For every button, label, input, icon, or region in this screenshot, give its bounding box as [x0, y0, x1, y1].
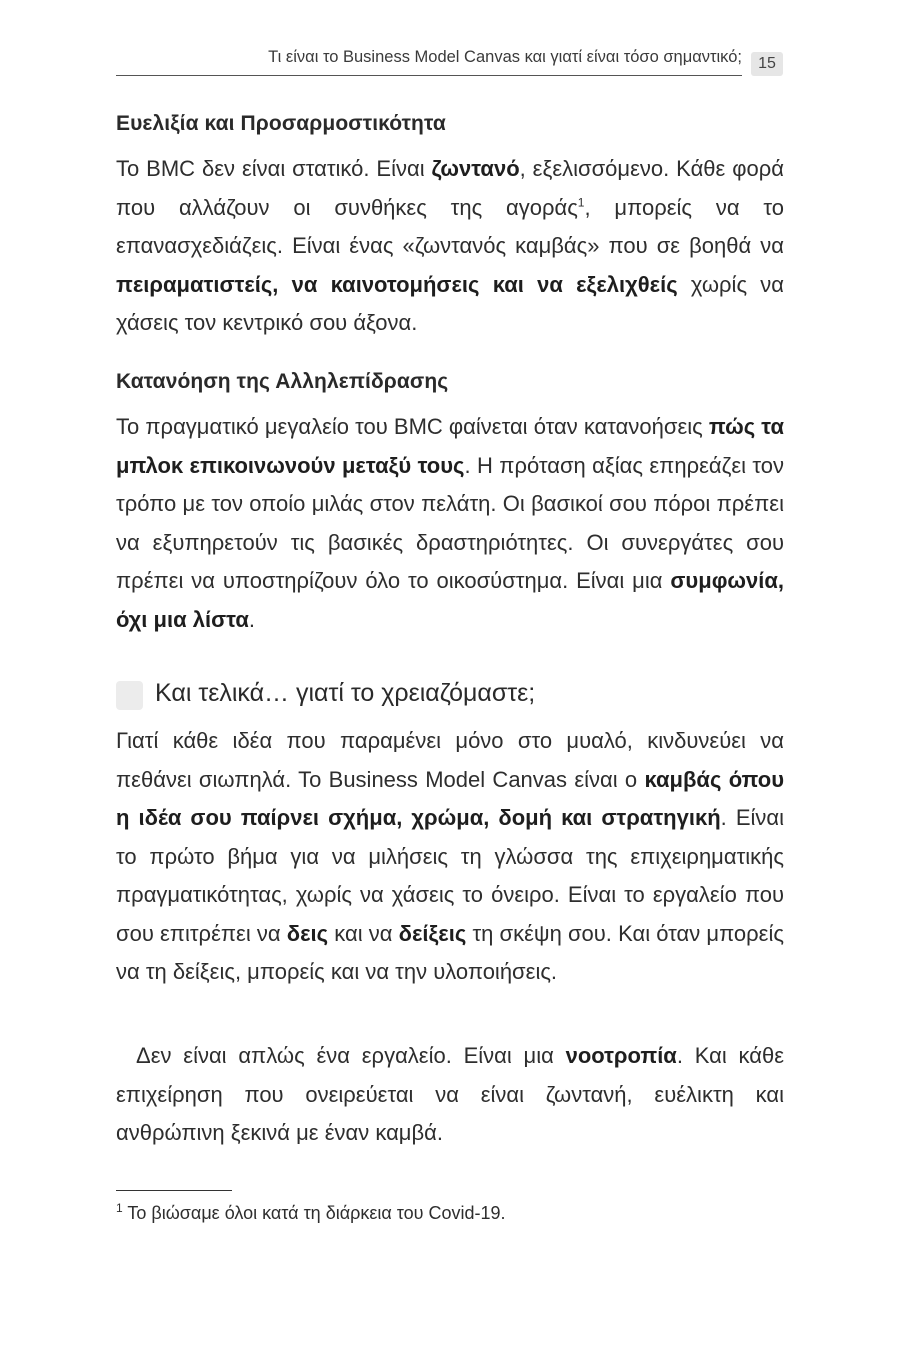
paragraph-why-2: Δεν είναι απλώς ένα εργαλείο. Είναι μια νοοτροπία. Και κάθε επιχείρηση που ονειρεύεται να είναι ζωντανή, ευέλικτη και ανθρώπινη ξεκινά με έναν καμβά. [116, 1043, 784, 1145]
running-header-title: Τι είναι το Business Model Canvas και γιατί είναι τόσο σημαντικό; [268, 48, 742, 66]
section-heading-flexibility: Ευελιξία και Προσαρμοστικότητα [116, 112, 446, 135]
footnote-marker: 1 [116, 1201, 123, 1215]
section-heading-interaction: Κατανόηση της Αλληλεπίδρασης [116, 370, 449, 393]
footnote-ref: 1 [577, 195, 585, 210]
paragraph-interaction: Το πραγματικό μεγαλείο του BMC φαίνεται όταν κατανοήσεις πώς τα μπλοκ επικοινωνούν μεταξύ τους. Η πρόταση αξίας επηρεάζει τον τρόπο με τον οποίο μιλάς στον πελάτη. Οι βασικοί σου πόροι πρέπει να εξυπηρετούν τις βασικές δραστηριότητες. Οι συνεργάτες σου πρέπει να υποστηρίζουν όλο το οικοσύστημα. Είναι μια συμφωνία, όχι μια λίστα. [116, 414, 785, 632]
page-number: 15 [751, 52, 783, 76]
footnote: $^1$ Το βιώσαμε όλοι κατά τη διάρκεια του Covid-19. [116, 1201, 506, 1223]
footnote-rule [116, 1190, 232, 1191]
paragraph-why-1: Γιατί κάθε ιδέα που παραμένει μόνο στο μυαλό, κινδυνεύει να πεθάνει σιωπηλά. Το Business Model Canvas είναι ο καμβάς όπου η ιδέα σου παίρνει σχήμα, χρώμα, δομή και στρατηγική. Είναι το πρώτο βήμα για να μιλήσεις τη γλώσσα της επιχειρηματικής πραγματικότητας, χωρίς να χάσεις το όνειρο. Είναι το εργαλείο που σου επιτρέπει να δεις και να δείξεις τη σκέψη σου. Και όταν μπορείς να τη δείξεις, μπορείς και να την υλοποιήσεις. [116, 728, 785, 984]
section-marker-icon [116, 681, 143, 710]
paragraph-flexibility: Το BMC δεν είναι στατικό. Είναι ζωντανό, εξελισσόμενο. Κάθε φορά που αλλάζουν οι συνθήκες της αγοράς$^1$, μπορείς να το επανασχεδιάζεις. Είναι ένας «ζωντανός καμβάς» που σε βοηθά να πειραματιστείς, να καινοτομήσεις και να εξελιχθείς χωρίς να χάσεις τον κεντρικό σου άξονα. [116, 156, 784, 335]
section-title-why: Και τελικά… γιατί το χρειαζόμαστε; [155, 679, 536, 707]
header-rule [116, 75, 742, 76]
